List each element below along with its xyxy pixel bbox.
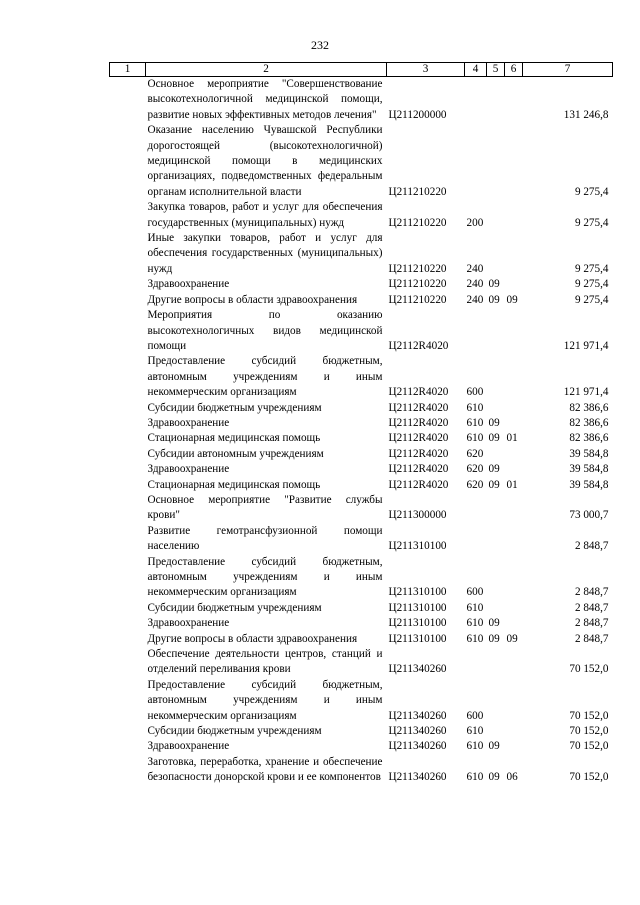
- row-vr: [465, 123, 487, 200]
- row-vr: 610: [466, 725, 484, 738]
- row-name: Здравоохранение: [147, 463, 230, 476]
- table-row: [110, 493, 613, 524]
- row-name: Стационарная медицинская помощь: [147, 432, 321, 445]
- row-vr: 620: [466, 447, 484, 460]
- row-code: Ц211200000: [388, 108, 447, 121]
- row-name: Другие вопросы в области здравоохранения: [147, 632, 358, 645]
- row-rz: 09: [488, 632, 500, 645]
- row-name: Субсидии бюджетным учреждениям: [147, 725, 322, 738]
- table-row: [110, 416, 613, 431]
- row-rz: 09: [488, 432, 500, 445]
- row-code: Ц211210220: [388, 216, 447, 229]
- row-pr: [505, 555, 523, 601]
- row-rz: [487, 401, 505, 416]
- row-pr: [505, 601, 523, 616]
- row-blank-cell: [110, 462, 146, 477]
- table-row: [110, 293, 613, 308]
- row-rz: 09: [488, 740, 500, 753]
- row-code: Ц211340260: [388, 725, 447, 738]
- header-col-1: 1: [110, 63, 146, 77]
- row-code: Ц2112R4020: [388, 463, 449, 476]
- table-row: [110, 123, 613, 200]
- row-code: Ц211310100: [388, 617, 447, 630]
- row-rz: 09: [488, 771, 500, 784]
- row-name: Предоставление субсидий бюджетным, автономным учреждениям и иным некоммерческим организациям: [147, 555, 383, 599]
- row-code: Ц2112R4020: [388, 386, 449, 399]
- row-name: Обеспечение деятельности центров, станций и отделений переливания крови: [147, 648, 383, 676]
- row-blank-cell: [110, 678, 146, 724]
- row-amount: 9 275,4: [574, 216, 609, 229]
- row-amount: 39 584,8: [569, 478, 609, 491]
- row-pr: [505, 277, 523, 292]
- row-code: Ц2112R4020: [388, 478, 449, 491]
- row-blank-cell: [110, 601, 146, 616]
- row-vr: 610: [466, 740, 484, 753]
- row-vr: 620: [466, 478, 484, 491]
- row-name: Закупка товаров, работ и услуг для обеспечения государственных (муниципальных) нужд: [147, 201, 383, 229]
- table-row: [110, 478, 613, 493]
- header-col-3: 3: [387, 63, 465, 77]
- row-pr: [505, 493, 523, 524]
- header-col-2: 2: [146, 63, 387, 77]
- row-rz: [487, 77, 505, 124]
- row-rz: [487, 123, 505, 200]
- table-row: [110, 678, 613, 724]
- row-rz: 09: [488, 293, 500, 306]
- row-amount: 121 971,4: [563, 339, 609, 352]
- table-row: [110, 616, 613, 631]
- row-code: Ц211210220: [388, 185, 447, 198]
- row-name: Основное мероприятие "Совершенствование высокотехнологичной медицинской помощи, развитие новых эффективных методов лечения": [147, 78, 383, 121]
- row-name: Заготовка, переработка, хранение и обеспечение безопасности донорской крови и ее компонентов: [147, 755, 383, 784]
- row-blank-cell: [110, 354, 146, 400]
- row-name: Развитие гемотрансфузионной помощи населению: [147, 524, 383, 553]
- row-blank-cell: [110, 724, 146, 739]
- row-vr: 610: [466, 432, 484, 445]
- row-pr: [505, 724, 523, 739]
- row-rz: [487, 601, 505, 616]
- row-pr: [505, 416, 523, 431]
- row-vr: 240: [466, 262, 484, 275]
- row-blank-cell: [110, 200, 146, 231]
- row-code: Ц211340260: [388, 663, 447, 676]
- row-name: Другие вопросы в области здравоохранения: [147, 293, 358, 306]
- table-row: [110, 555, 613, 601]
- row-code: Ц211340260: [388, 740, 447, 753]
- table-row: [110, 524, 613, 555]
- row-amount: 2 848,7: [574, 540, 609, 553]
- row-blank-cell: [110, 555, 146, 601]
- table-row: [110, 431, 613, 446]
- row-blank-cell: [110, 755, 146, 786]
- row-code: Ц211210220: [388, 262, 447, 275]
- row-name: Субсидии автономным учреждениям: [147, 447, 324, 460]
- row-code: Ц211300000: [388, 509, 447, 522]
- row-pr: 09: [506, 632, 518, 645]
- table-row: [110, 354, 613, 400]
- row-amount: 70 152,0: [569, 771, 609, 784]
- table-row: [110, 277, 613, 292]
- row-amount: 131 246,8: [563, 108, 609, 121]
- row-amount: 39 584,8: [569, 463, 609, 476]
- row-code: Ц211310100: [388, 601, 447, 614]
- table-row: [110, 231, 613, 277]
- row-blank-cell: [110, 616, 146, 631]
- row-code: Ц211340260: [388, 709, 447, 722]
- row-amount: 9 275,4: [574, 278, 609, 291]
- row-pr: [505, 447, 523, 462]
- row-blank-cell: [110, 308, 146, 354]
- row-name: Предоставление субсидий бюджетным, автономным учреждениям и иным некоммерческим организациям: [147, 355, 383, 399]
- row-rz: [487, 308, 505, 354]
- row-rz: [487, 724, 505, 739]
- table-row: [110, 77, 613, 124]
- header-col-4: 4: [465, 63, 487, 77]
- row-code: Ц211210220: [388, 278, 447, 291]
- row-blank-cell: [110, 447, 146, 462]
- row-pr: [505, 739, 523, 754]
- row-pr: 09: [506, 293, 518, 306]
- row-amount: 70 152,0: [569, 740, 609, 753]
- row-rz: 09: [488, 278, 500, 291]
- table-row: [110, 462, 613, 477]
- row-rz: [487, 678, 505, 724]
- row-blank-cell: [110, 739, 146, 754]
- row-code: Ц2112R4020: [388, 416, 449, 429]
- row-blank-cell: [110, 478, 146, 493]
- row-name: Предоставление субсидий бюджетным, автономным учреждениям и иным некоммерческим организациям: [147, 678, 383, 722]
- row-name: Здравоохранение: [147, 278, 230, 291]
- row-name: Здравоохранение: [147, 617, 230, 630]
- row-pr: [505, 524, 523, 555]
- row-code: Ц2112R4020: [388, 339, 449, 352]
- row-pr: [505, 616, 523, 631]
- row-amount: 73 000,7: [569, 509, 609, 522]
- row-pr: [505, 647, 523, 678]
- table-row: [110, 308, 613, 354]
- row-vr: 610: [466, 401, 484, 414]
- row-pr: 01: [506, 478, 518, 491]
- row-blank-cell: [110, 277, 146, 292]
- row-vr: 600: [466, 386, 484, 399]
- row-name: Оказание населению Чувашской Республики дорогостоящей (высокотехнологичной) медицинской помощи в медицинских организациях, подведомственных федеральным органам исполнительной власти: [147, 124, 383, 198]
- row-name: Здравоохранение: [147, 740, 230, 753]
- row-code: Ц2112R4020: [388, 447, 449, 460]
- row-pr: [505, 231, 523, 277]
- row-rz: [487, 524, 505, 555]
- budget-table: [109, 62, 613, 786]
- row-rz: [487, 447, 505, 462]
- table-row: [110, 601, 613, 616]
- row-vr: 610: [466, 601, 484, 614]
- header-col-6: 6: [505, 63, 523, 77]
- row-name: Основное мероприятие "Развитие службы крови": [147, 493, 383, 522]
- row-vr: 600: [466, 709, 484, 722]
- table-row: [110, 200, 613, 231]
- row-vr: [465, 524, 487, 555]
- table-row: [110, 755, 613, 786]
- row-code: Ц211210220: [388, 293, 447, 306]
- header-col-5: 5: [487, 63, 505, 77]
- row-vr: 610: [466, 771, 484, 784]
- row-blank-cell: [110, 416, 146, 431]
- table-body: [110, 77, 613, 786]
- row-amount: 82 386,6: [569, 432, 609, 445]
- row-blank-cell: [110, 401, 146, 416]
- row-rz: [487, 200, 505, 231]
- row-amount: 9 275,4: [574, 262, 609, 275]
- table-row: [110, 447, 613, 462]
- row-amount: 82 386,6: [569, 416, 609, 429]
- row-rz: [487, 647, 505, 678]
- row-pr: [505, 123, 523, 200]
- row-vr: 240: [466, 293, 484, 306]
- row-code: Ц211310100: [388, 540, 447, 553]
- row-pr: [505, 462, 523, 477]
- row-name: Мероприятия по оказанию высокотехнологичных видов медицинской помощи: [147, 309, 383, 352]
- row-amount: 39 584,8: [569, 447, 609, 460]
- table-header: [110, 63, 613, 77]
- row-vr: 610: [466, 617, 484, 630]
- row-rz: 09: [488, 617, 500, 630]
- row-pr: [505, 401, 523, 416]
- table-row: [110, 632, 613, 647]
- row-name: Субсидии бюджетным учреждениям: [147, 601, 322, 614]
- row-vr: 620: [466, 463, 484, 476]
- row-vr: 610: [466, 632, 484, 645]
- row-vr: 240: [466, 278, 484, 291]
- row-amount: 2 848,7: [574, 601, 609, 614]
- row-amount: 70 152,0: [569, 709, 609, 722]
- row-blank-cell: [110, 123, 146, 200]
- row-blank-cell: [110, 493, 146, 524]
- row-name: Иные закупки товаров, работ и услуг для обеспечения государственных (муниципальных) нужд: [147, 232, 383, 275]
- row-name: Стационарная медицинская помощь: [147, 478, 321, 491]
- row-amount: 2 848,7: [574, 617, 609, 630]
- row-vr: [465, 493, 487, 524]
- row-code: Ц211340260: [388, 771, 447, 784]
- row-rz: [487, 493, 505, 524]
- row-vr: [465, 308, 487, 354]
- table-row: [110, 739, 613, 754]
- row-pr: [505, 354, 523, 400]
- row-pr: 06: [506, 771, 518, 784]
- row-code: Ц211310100: [388, 586, 447, 599]
- row-code: Ц211310100: [388, 632, 447, 645]
- row-pr: [505, 678, 523, 724]
- row-amount: 82 386,6: [569, 401, 609, 414]
- row-blank-cell: [110, 77, 146, 124]
- page-number: 232: [311, 38, 329, 52]
- row-amount: 121 971,4: [563, 386, 609, 399]
- row-rz: [487, 555, 505, 601]
- row-pr: [505, 308, 523, 354]
- row-pr: [505, 77, 523, 124]
- row-blank-cell: [110, 647, 146, 678]
- table-row: [110, 724, 613, 739]
- row-rz: 09: [488, 478, 500, 491]
- header-col-7: 7: [523, 63, 613, 77]
- row-vr: 610: [466, 416, 484, 429]
- row-blank-cell: [110, 431, 146, 446]
- row-name: Субсидии бюджетным учреждениям: [147, 401, 322, 414]
- table-row: [110, 647, 613, 678]
- row-vr: [465, 647, 487, 678]
- row-vr: 200: [466, 216, 484, 229]
- row-rz: [487, 354, 505, 400]
- row-vr: 600: [466, 586, 484, 599]
- row-rz: 09: [488, 463, 500, 476]
- row-code: Ц2112R4020: [388, 401, 449, 414]
- row-blank-cell: [110, 632, 146, 647]
- row-amount: 2 848,7: [574, 586, 609, 599]
- row-blank-cell: [110, 231, 146, 277]
- row-name: Здравоохранение: [147, 416, 230, 429]
- row-rz: 09: [488, 416, 500, 429]
- row-vr: [465, 77, 487, 124]
- table-row: [110, 401, 613, 416]
- row-pr: [505, 200, 523, 231]
- row-amount: 2 848,7: [574, 632, 609, 645]
- row-amount: 70 152,0: [569, 725, 609, 738]
- row-blank-cell: [110, 293, 146, 308]
- row-blank-cell: [110, 524, 146, 555]
- row-code: Ц2112R4020: [388, 432, 449, 445]
- row-amount: 9 275,4: [574, 185, 609, 198]
- row-amount: 70 152,0: [569, 663, 609, 676]
- row-rz: [487, 231, 505, 277]
- row-pr: 01: [506, 432, 518, 445]
- row-amount: 9 275,4: [574, 293, 609, 306]
